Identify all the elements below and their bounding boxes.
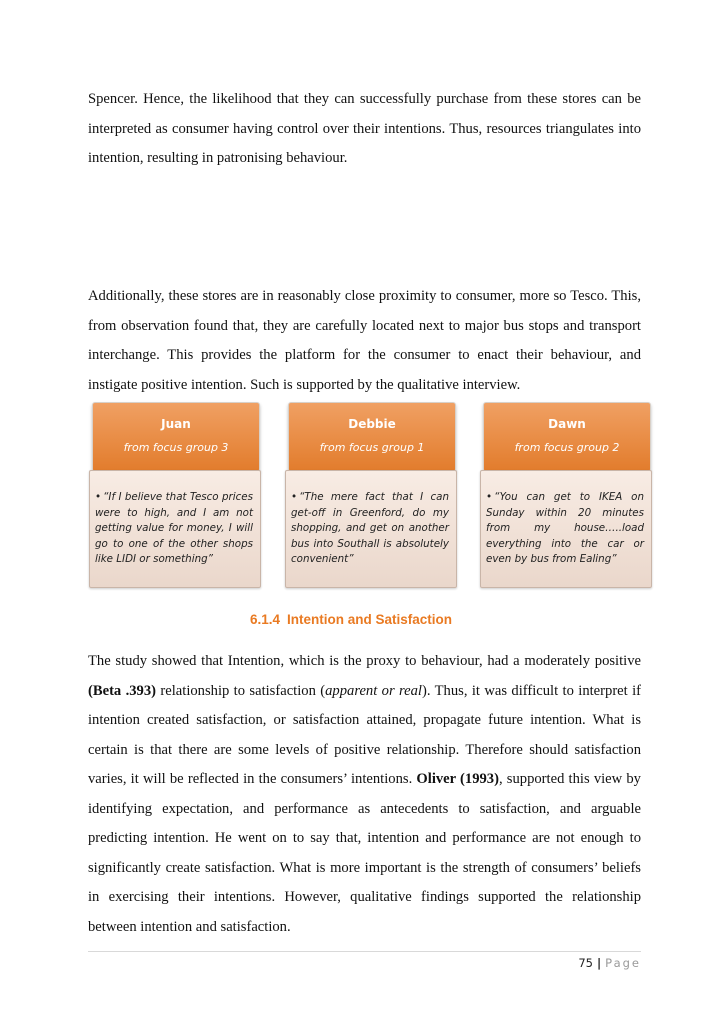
text-run: ). Thus, it was difficult to interpret if intention created satisfaction, or satisfaction attained, propagate future intention. What is certain is that there are some levels of positive relationship. Therefore should satisfaction varies, it will be reflected in the consumers’ intentions.: [88, 682, 642, 787]
quote-text: “The mere fact that I can get-off in Greenford, do my shopping, and get on another bus into Southall is absolutely convenient”: [291, 491, 449, 565]
quote-card-debbie: [285, 402, 457, 588]
participant-name: Juan: [161, 417, 191, 431]
participant-quote: [95, 490, 253, 568]
page-number: 75: [578, 956, 593, 970]
quote-card-body: [89, 470, 261, 588]
section-heading: [250, 612, 452, 627]
satisfaction-paragraph: [88, 647, 641, 942]
quote-card-body: [480, 470, 652, 588]
page-footer: [578, 956, 641, 970]
bullet-icon: •: [486, 491, 493, 503]
participant-name: Dawn: [548, 417, 586, 431]
body-paragraph: Spencer. Hence, the likelihood that they can successfully purchase from these stores can be interpreted as consumer having control over their intentions. Thus, resources triangulates into intention, resulting in patronising behaviour.: [88, 91, 641, 166]
focus-group-label: from focus group 3: [123, 441, 229, 454]
beta-value: (Beta .393): [88, 682, 157, 699]
quote-card-header: [92, 402, 260, 472]
italic-phrase: apparent or real: [325, 682, 422, 699]
section-number: 6.1.4: [250, 612, 281, 627]
participant-quote: [291, 490, 449, 568]
bullet-icon: •: [95, 491, 102, 503]
footer-separator: |: [596, 956, 602, 970]
quote-card-juan: [89, 402, 261, 588]
participant-name: Debbie: [348, 417, 396, 431]
text-run: The study showed that Intention, which is the proxy to behaviour, had a moderately positive: [88, 653, 641, 669]
focus-group-label: from focus group 1: [319, 441, 425, 454]
body-paragraph: Additionally, these stores are in reasonably close proximity to consumer, more so Tesco. This, from observation found that, they are carefully located next to major bus stops and transport interchange. This provides the platform for the consumer to enact their behaviour, and instigate positive intention. Such is supported by the qualitative interview.: [88, 288, 641, 393]
bullet-icon: •: [291, 491, 298, 503]
focus-group-label: from focus group 2: [514, 441, 620, 454]
quote-card-header: [483, 402, 651, 472]
text-run: , supported this view by identifying expectation, and performance as antecedents to satisfaction, and arguable predicting intention. He went on to say that, intention and performance are not enough to significantly create satisfaction. What is more important is the strength of consumers’ beliefs in exercising their intentions. However, qualitative findings supported the relationship between intention and satisfaction.: [88, 771, 641, 935]
quote-text: “If I believe that Tesco prices were to high, and I am not getting value for money, I will go to one of the other shops like LIDI or something”: [95, 491, 253, 565]
quote-text: “You can get to IKEA on Sunday within 20 minutes from my house…..load everything into the car or even by bus from Ealing”: [486, 491, 644, 565]
page-label: Page: [605, 956, 641, 970]
text-run: relationship to satisfaction (: [156, 682, 326, 699]
quote-card-body: [285, 470, 457, 588]
quote-card-header: [288, 402, 456, 472]
section-title: Intention and Satisfaction: [287, 612, 453, 627]
quote-card-dawn: [480, 402, 652, 588]
footer-divider: [88, 951, 641, 952]
citation: Oliver (1993): [416, 771, 499, 787]
participant-quote: [486, 490, 644, 568]
